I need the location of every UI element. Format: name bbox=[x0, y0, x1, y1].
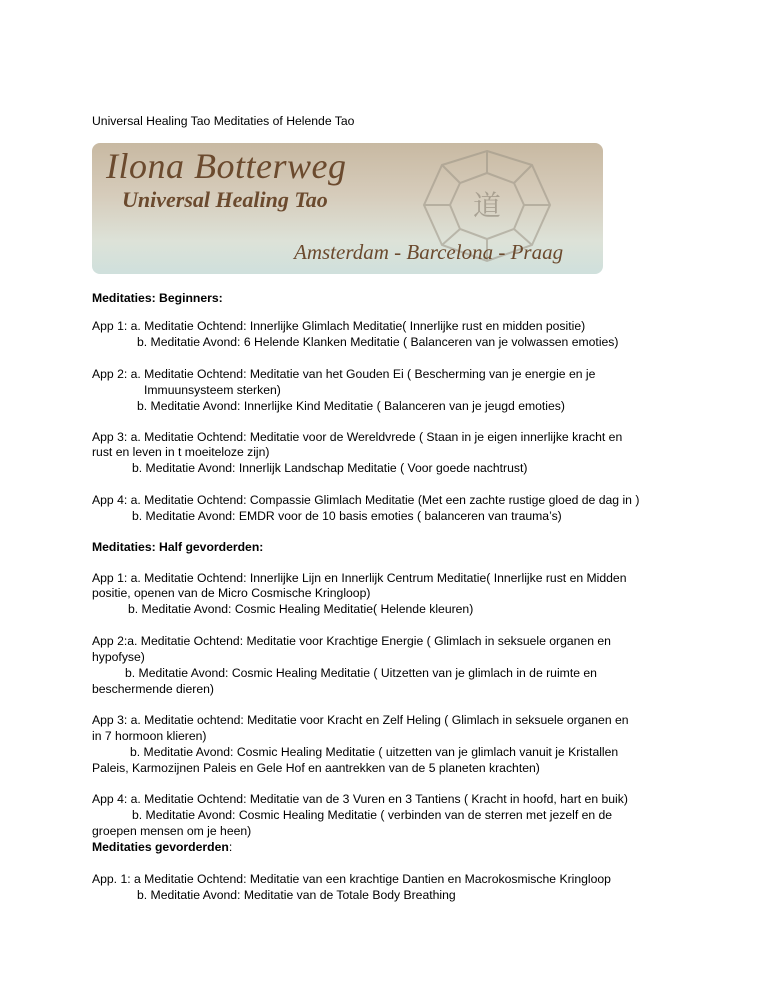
section-heading-half-advanced: Meditaties: Half gevorderden: bbox=[92, 540, 264, 554]
text-line: b. Meditatie Avond: Meditatie van de Totale Body Breathing bbox=[137, 888, 456, 902]
text-line: App 2: a. Meditatie Ochtend: Meditatie van het Gouden Ei ( Bescherming van je energie en je bbox=[92, 367, 596, 381]
section-heading-advanced-label: Meditaties gevorderden bbox=[92, 840, 229, 854]
banner-cities: Amsterdam - Barcelona - Praag bbox=[294, 240, 564, 264]
text-line: hypofyse) bbox=[92, 650, 145, 664]
text-line: Immuunsysteem sterken) bbox=[144, 383, 281, 397]
text-line: positie, openen van de Micro Cosmische Kringloop) bbox=[92, 586, 371, 600]
text-line: Paleis, Karmozijnen Paleis en Gele Hof en aantrekken van de 5 planeten krachten) bbox=[92, 761, 540, 775]
page-title: Universal Healing Tao Meditaties of Helende Tao bbox=[92, 114, 355, 128]
text-line: App. 1: a Meditatie Ochtend: Meditatie van een krachtige Dantien en Macrokosmische Kringloop bbox=[92, 872, 611, 886]
heading-colon: : bbox=[228, 840, 233, 854]
text-line: App 3: a. Meditatie Ochtend: Meditatie voor de Wereldvrede ( Staan in je eigen innerlijke kracht en bbox=[92, 430, 623, 444]
text-line: App 3: a. Meditatie ochtend: Meditatie voor Kracht en Zelf Heling ( Glimlach in seksuele organen en bbox=[92, 713, 629, 727]
text-line: App 2:a. Meditatie Ochtend: Meditatie voor Krachtige Energie ( Glimlach in seksuele organen en bbox=[92, 634, 611, 648]
section-heading-beginners: Meditaties: Beginners: bbox=[92, 291, 223, 305]
banner-subtitle: Universal Healing Tao bbox=[122, 187, 328, 212]
banner-name: Ilona Botterweg bbox=[106, 146, 347, 186]
text-line: groepen mensen om je heen) bbox=[92, 824, 252, 838]
text-line: App 4: a. Meditatie Ochtend: Compassie Glimlach Meditatie (Met een zachte rustige gloed de dag in ) bbox=[92, 493, 640, 507]
text-line: b. Meditatie Avond: Cosmic Healing Meditatie ( verbinden van de sterren met jezelf en de bbox=[132, 808, 613, 822]
text-line: App 1: a. Meditatie Ochtend: Innerlijke Lijn en Innerlijk Centrum Meditatie( Innerlijke rust en Midden bbox=[92, 571, 627, 585]
header-banner bbox=[92, 143, 603, 274]
text-line: beschermende dieren) bbox=[92, 682, 214, 696]
text-line: b. Meditatie Avond: Cosmic Healing Meditatie( Helende kleuren) bbox=[128, 602, 474, 616]
text-line: b. Meditatie Avond: Cosmic Healing Meditatie ( uitzetten van je glimlach vanuit je Kristallen bbox=[130, 745, 619, 759]
text-line: b. Meditatie Avond: 6 Helende Klanken Meditatie ( Balanceren van je volwassen emoties) bbox=[137, 335, 619, 349]
text-line: in 7 hormoon klieren) bbox=[92, 729, 207, 743]
text-line: rust en leven in t moeiteloze zijn) bbox=[92, 445, 270, 459]
text-line: b. Meditatie Avond: EMDR voor de 10 basis emoties ( balanceren van trauma’s) bbox=[132, 509, 562, 523]
text-line: b. Meditatie Avond: Innerlijke Kind Meditatie ( Balanceren van je jeugd emoties) bbox=[137, 399, 565, 413]
section-heading-advanced bbox=[92, 840, 232, 856]
text-line: b. Meditatie Avond: Cosmic Healing Meditatie ( Uitzetten van je glimlach in de ruimte en bbox=[125, 666, 597, 680]
text-line: App 4: a. Meditatie Ochtend: Meditatie van de 3 Vuren en 3 Tantiens ( Kracht in hoofd, hart en buik) bbox=[92, 792, 628, 806]
text-line: App 1: a. Meditatie Ochtend: Innerlijke Glimlach Meditatie( Innerlijke rust en midden positie) bbox=[92, 319, 586, 333]
tao-glyph: 道 bbox=[472, 189, 502, 222]
text-line: b. Meditatie Avond: Innerlijk Landschap Meditatie ( Voor goede nachtrust) bbox=[132, 461, 528, 475]
